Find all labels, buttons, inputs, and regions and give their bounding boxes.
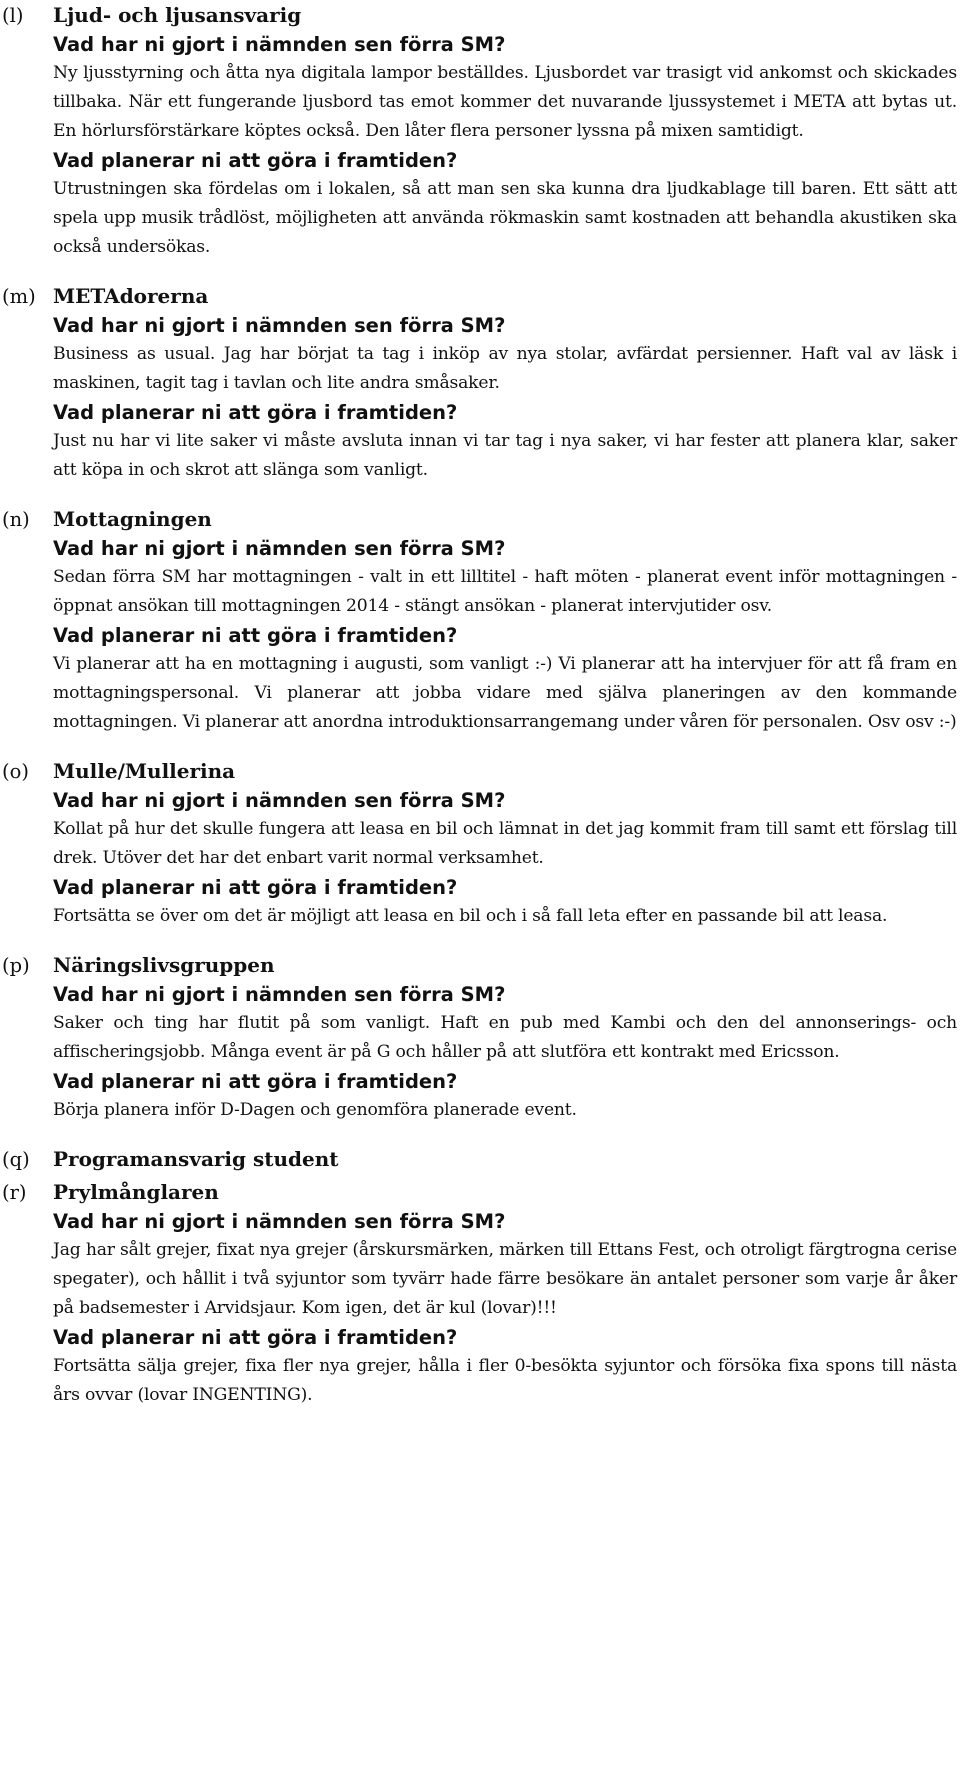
section-content: [53, 282, 957, 485]
section-content: [53, 1, 957, 262]
answer-plans: Fortsätta se över om det är möjligt att leasa en bil och i så fall leta efter en passande bil att leasa.: [53, 906, 888, 926]
answer-plans: Börja planera inför D-Dagen och genomföra planerade event.: [53, 1100, 577, 1120]
answer-done: Kollat på hur det skulle fungera att leasa en bil och lämnat in det jag kommit fram till samt ett förslag till drek. Utöver det har det enbart varit normal verksamhet.: [53, 819, 957, 868]
question-done: Vad har ni gjort i nämnden sen förra SM?: [53, 314, 506, 337]
section-content: [53, 505, 957, 737]
section-title: Ljud- och ljusansvarig: [53, 3, 302, 27]
question-plans: Vad planerar ni att göra i framtiden?: [53, 1070, 458, 1093]
answer-plans: Vi planerar att ha en mottagning i augusti, som vanligt :-) Vi planerar att ha intervjuer för att få fram en mottagningspersonal. Vi planerar att jobba vidare med själva planeringen av den kommande mottagningen. Vi planerar att anordna introduktionsarrangemang under våren för personalen. Osv osv :-): [53, 654, 957, 732]
question-done: Vad har ni gjort i nämnden sen förra SM?: [53, 33, 506, 56]
section-content: [53, 757, 957, 931]
question-done: Vad har ni gjort i nämnden sen förra SM?: [53, 1210, 506, 1233]
answer-done: Jag har sålt grejer, fixat nya grejer (årskursmärken, märken till Ettans Fest, och otroligt färgtrogna cerise spegater), och hållit i två syjuntor som tyvärr hade färre besökare än antalet personer som varje år åker på badsemester i Arvidsjaur. Kom igen, det är kul (lovar)!!!: [53, 1240, 957, 1318]
answer-plans: Utrustningen ska fördelas om i lokalen, så att man sen ska kunna dra ljudkablage till baren. Ett sätt att spela upp musik trådlöst, möjligheten att använda rökmaskin samt kostnaden att behandla akustiken ska också undersökas.: [53, 179, 957, 257]
section-marker: (p): [2, 954, 30, 977]
section-metadorerna: [0, 282, 960, 485]
answer-done: Sedan förra SM har mottagningen - valt in ett lilltitel - haft möten - planerat event inför mottagningen - öppnat ansökan till mottagningen 2014 - stängt ansökan - planerat intervjutider osv.: [53, 567, 957, 616]
section-programansvarig-student: [0, 1145, 960, 1174]
section-mulle-mullerina: [0, 757, 960, 931]
question-done: Vad har ni gjort i nämnden sen förra SM?: [53, 789, 506, 812]
section-title: Mulle/Mullerina: [53, 759, 236, 783]
section-content: [53, 1178, 957, 1410]
answer-done: Saker och ting har flutit på som vanligt. Haft en pub med Kambi och den del annonserings- och affischeringsjobb. Många event är på G och håller på att slutföra ett kontrakt med Ericsson.: [53, 1013, 957, 1062]
section-title: Programansvarig student: [53, 1147, 339, 1171]
section-content: [53, 1145, 957, 1174]
section-marker: (m): [2, 285, 36, 308]
answer-done: Business as usual. Jag har börjat ta tag i inköp av nya stolar, avfärdat persienner. Haft val av läsk i maskinen, tagit tag i tavlan och lite andra småsaker.: [53, 344, 957, 393]
section-title: Prylmånglaren: [53, 1180, 219, 1204]
section-marker: (o): [2, 760, 29, 783]
question-plans: Vad planerar ni att göra i framtiden?: [53, 149, 458, 172]
section-prylmanglaren: [0, 1178, 960, 1410]
section-title: Näringslivsgruppen: [53, 953, 275, 977]
section-mottagningen: [0, 505, 960, 737]
answer-plans: Just nu har vi lite saker vi måste avsluta innan vi tar tag i nya saker, vi har fester att planera klar, saker att köpa in och skrot att slänga som vanligt.: [53, 431, 957, 480]
section-marker: (r): [2, 1181, 27, 1204]
answer-plans: Fortsätta sälja grejer, fixa fler nya grejer, hålla i fler 0-besökta syjuntor och försöka fixa spons till nästa års ovvar (lovar INGENTING).: [53, 1356, 957, 1405]
question-plans: Vad planerar ni att göra i framtiden?: [53, 401, 458, 424]
section-content: [53, 951, 957, 1125]
question-plans: Vad planerar ni att göra i framtiden?: [53, 1326, 458, 1349]
section-ljud-och-ljusansvarig: [0, 1, 960, 262]
question-plans: Vad planerar ni att göra i framtiden?: [53, 876, 458, 899]
question-done: Vad har ni gjort i nämnden sen förra SM?: [53, 537, 506, 560]
section-title: Mottagningen: [53, 507, 212, 531]
section-marker: (l): [2, 4, 24, 27]
question-done: Vad har ni gjort i nämnden sen förra SM?: [53, 983, 506, 1006]
section-marker: (n): [2, 508, 30, 531]
question-plans: Vad planerar ni att göra i framtiden?: [53, 624, 458, 647]
answer-done: Ny ljusstyrning och åtta nya digitala lampor beställdes. Ljusbordet var trasigt vid ankomst och skickades tillbaka. När ett fungerande ljusbord tas emot kommer det nuvarande ljussystemet i META att bytas ut. En hörlursförstärkare köptes också. Den låter flera personer lyssna på mixen samtidigt.: [53, 63, 957, 141]
section-marker: (q): [2, 1148, 30, 1171]
section-title: METAdorerna: [53, 284, 209, 308]
section-naringslivsgruppen: [0, 951, 960, 1125]
